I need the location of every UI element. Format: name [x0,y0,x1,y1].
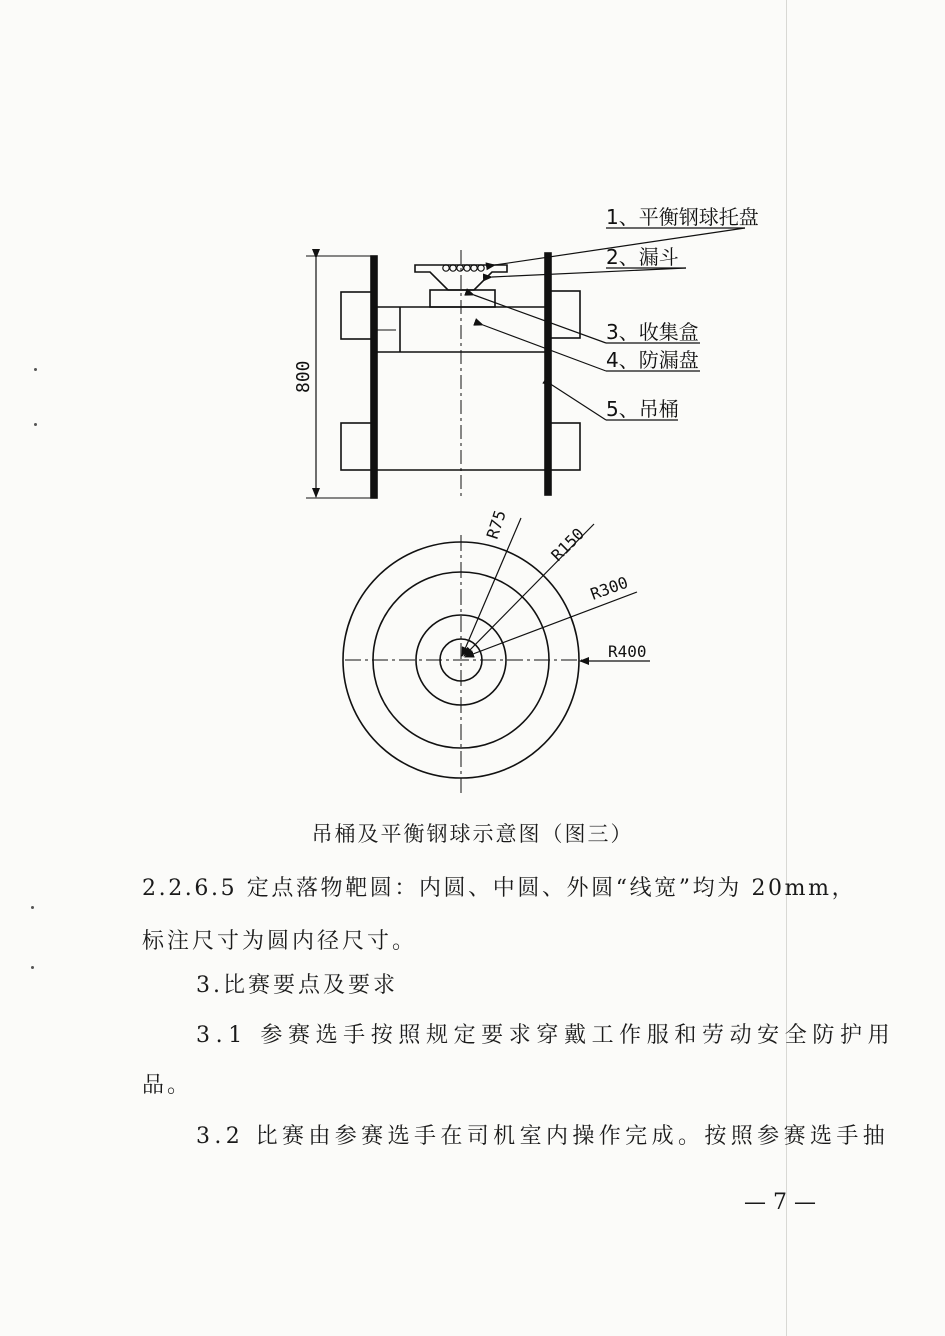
left-lower-flange [341,423,372,470]
paragraph-3-2-line1: 3.2 比赛由参赛选手在司机室内操作完成。按照参赛选手抽 [196,1124,890,1149]
label-funnel: 2、漏斗 [606,245,679,269]
left-upper-flange [341,292,372,339]
scan-speck [31,966,34,969]
scan-speck [31,906,34,909]
paragraph-3-1-line2: 品。 [142,1073,193,1098]
radius-r75-label: R75 [482,507,510,542]
label-bucket: 5、吊桶 [606,397,679,421]
dimension-800-label: 800 [293,360,314,393]
right-plate [545,253,551,495]
label-leak-proof-tray: 4、防漏盘 [606,348,699,372]
paragraph-2-2-6-5-line2: 标注尺寸为圆内径尺寸。 [142,929,418,954]
page-number: — 7 — [744,1190,816,1215]
label-balance-ball-tray: 1、平衡钢球托盘 [606,205,759,229]
paragraph-3-1-line1: 3.1 参赛选手按照规定要求穿戴工作服和劳动安全防护用 [196,1023,896,1048]
right-upper-flange [549,291,580,338]
left-plate [371,256,377,498]
figure-caption: 吊桶及平衡钢球示意图（图三） [311,822,634,846]
section-heading-3: 3.比赛要点及要求 [196,973,398,998]
label-collection-box: 3、收集盒 [606,320,699,344]
radius-r150-label: R150 [547,524,589,565]
radius-r400-label: R400 [608,642,647,661]
paragraph-2-2-6-5-line1: 2.2.6.5 定点落物靶圆：内圆、中圆、外圆“线宽”均为 20mm， [142,876,857,901]
radius-r300-label: R300 [587,572,631,604]
right-lower-flange [549,423,580,470]
